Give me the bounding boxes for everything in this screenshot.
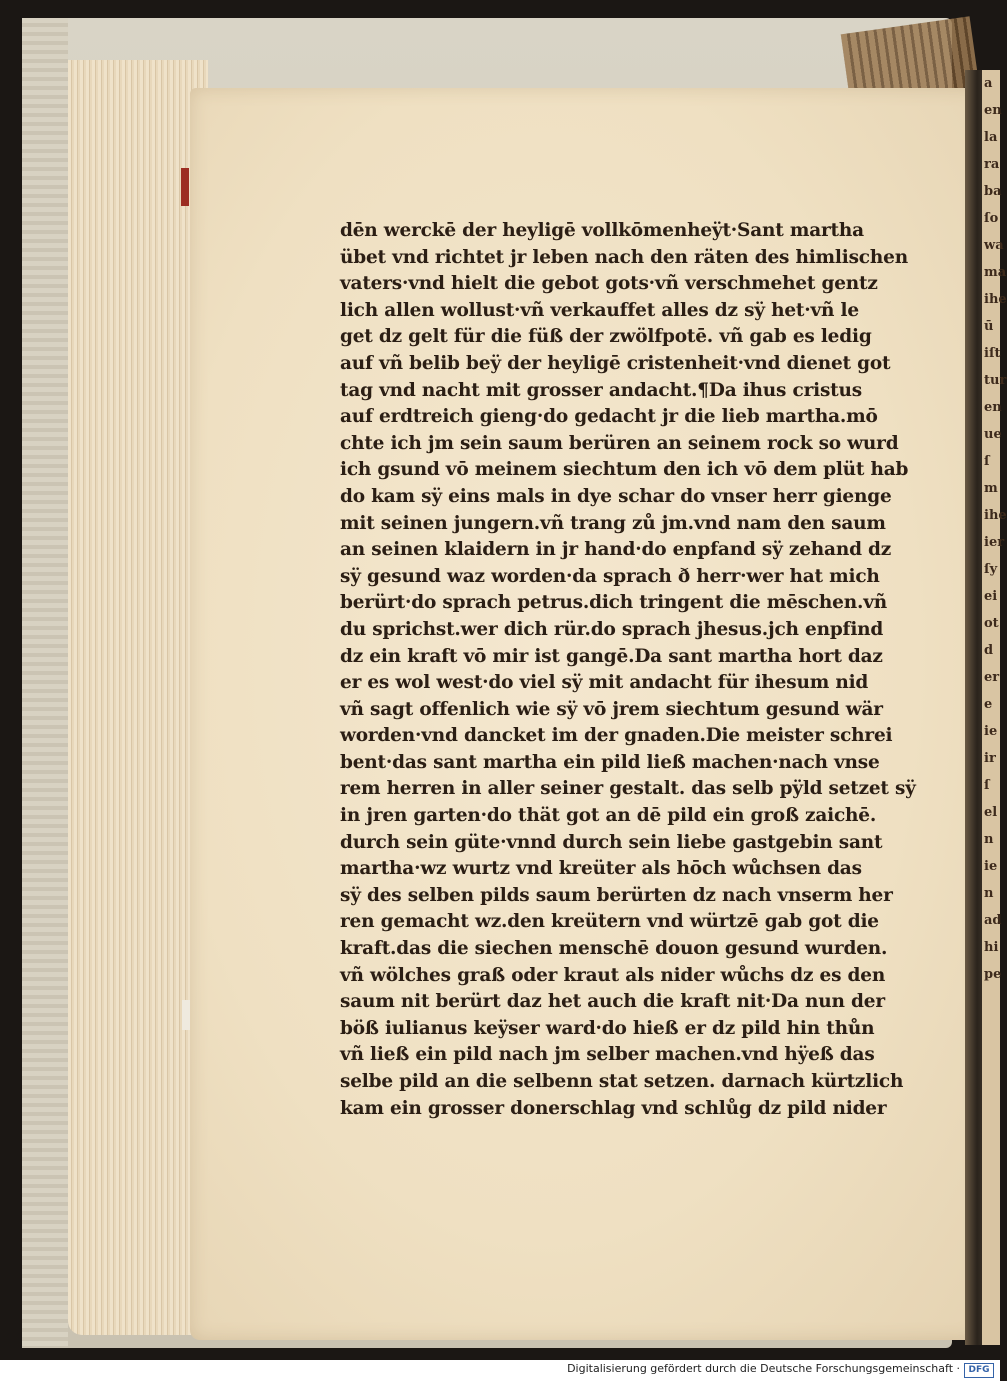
text-line: an seinen klaidern in jr hand·do enpfand sÿ zehand dz [340, 539, 892, 561]
text-line: bent·das sant martha ein pild ließ machen·nach vnse [340, 751, 880, 773]
next-page-fragment: ſ [984, 778, 990, 793]
next-page-fragment: ū [984, 319, 994, 334]
right-page-edge [982, 70, 1007, 1345]
text-line: übet vnd richtet jr leben nach den räten des himlischen [340, 246, 908, 268]
next-page-fragment: ie [984, 724, 998, 739]
next-page-fragment: el [984, 805, 998, 820]
text-line: kraft.das die siechen menschē douon gesund wurden. [340, 938, 888, 960]
bookmark-ribbon [181, 168, 189, 206]
text-line: du sprichst.wer dich rür.do sprach jhesus.jch enpfind [340, 618, 884, 640]
text-line: lich allen wollust·vñ verkauffet alles dz sÿ het·vñ le [340, 299, 859, 321]
text-line: auf erdtreich gieng·do gedacht jr die lieb martha.mō [340, 406, 878, 428]
text-line: kam ein grosser donerschlag vnd schlůg dz pild nider [340, 1097, 887, 1119]
text-line: dz ein kraft vō mir ist gangē.Da sant martha hort daz [340, 645, 883, 667]
next-page-fragment: ier [984, 535, 1005, 550]
text-line: worden·vnd dancket im der gnaden.Die meister schrei [340, 725, 893, 747]
text-line: get dz gelt für die füß der zwölfpotē. vñ gab es ledig [340, 326, 872, 348]
next-page-fragment: ra [984, 157, 1000, 172]
text-line: vñ sagt offenlich wie sÿ vō jrem siechtum gesund wär [340, 698, 883, 720]
next-page-fragment: ma [984, 265, 1007, 280]
next-page-fragment: pe [984, 967, 1002, 982]
text-line: in jren garten·do thät got an dē pild ein groß zaichē. [340, 805, 877, 827]
text-line: sÿ gesund waz worden·da sprach ð herr·wer hat mich [340, 565, 880, 587]
funding-credit: Digitalisierung gefördert durch die Deutsche Forschungsgemeinschaft · [567, 1362, 960, 1375]
next-page-fragment: tur [984, 373, 1007, 388]
next-page-fragment: ot [984, 616, 999, 631]
text-line: vñ wölches graß oder kraut als nider wůchs dz es den [340, 964, 886, 986]
next-page-fragment: ſo [984, 211, 999, 226]
next-page-fragment: a [984, 76, 993, 91]
next-page-fragment: e [984, 697, 993, 712]
next-page-fragment: ba [984, 184, 1002, 199]
text-line: selbe pild an die selbenn stat setzen. darnach kürtzlich [340, 1071, 904, 1092]
text-line: martha·wz wurtz vnd kreüter als hōch wůchsen das [340, 858, 862, 880]
text-line: dēn werckē der heyligē vollkōmenheÿt·Sant martha [340, 220, 864, 241]
next-page-fragment: ihe [984, 508, 1007, 523]
next-page-fragment: wa [984, 238, 1004, 253]
next-page-fragment: n [984, 886, 994, 901]
text-line: er es wol west·do viel sÿ mit andacht für ihesum nid [340, 672, 869, 694]
next-page-fragment: en [984, 400, 1002, 415]
cover-edge [22, 18, 68, 1348]
next-page-fragment: m [984, 481, 998, 496]
text-line: do kam sÿ eins mals in dye schar do vnser herr gienge [340, 485, 892, 507]
next-page-fragment: ue [984, 427, 1002, 442]
next-page-fragment: iſt [984, 346, 1001, 361]
footer-bar [0, 1360, 1000, 1381]
text-line: ren gemacht wz.den kreütern vnd würtzē gab got die [340, 911, 879, 933]
text-line: vñ ließ ein pild nach jm selber machen.vnd hÿeß das [340, 1044, 875, 1066]
next-page-fragment: er [984, 670, 1000, 685]
page-stack [68, 60, 208, 1335]
next-page-fragment: hi [984, 940, 999, 955]
text-line: auf vñ belib beÿ der heyligē cristenheit·vnd dienet got [340, 352, 891, 374]
next-page-fragment: ad [984, 913, 1002, 928]
next-page-fragment: la [984, 130, 998, 145]
next-page-fragment: d [984, 643, 994, 658]
text-line: tag vnd nacht mit grosser andacht.¶Da ihus cristus [340, 379, 862, 401]
next-page-fragment: ihe [984, 292, 1007, 307]
text-line: sÿ des selben pilds saum berürten dz nach vnserm her [340, 884, 893, 906]
dfg-logo: DFG [964, 1363, 994, 1378]
next-page-fragment: ſ [984, 454, 990, 469]
text-line: vaters·vnd hielt die gebot gots·vñ verschmehet gentz [340, 273, 878, 295]
next-page-fragment: n [984, 832, 994, 847]
text-line: chte ich jm sein saum berüren an seinem rock so wurd [340, 432, 899, 454]
text-line: saum nit berürt daz het auch die kraft nit·Da nun der [340, 991, 885, 1013]
next-page-fragment: ſy [984, 562, 998, 577]
text-line: durch sein güte·vnnd durch sein liebe gastgebin sant [340, 831, 883, 853]
text-line: berürt·do sprach petrus.dich tringent die mēschen.vñ [340, 592, 888, 614]
text-line: ich gsund vō meinem siechtum den ich vō dem plüt hab [340, 459, 909, 481]
next-page-fragment: ei [984, 589, 998, 604]
text-line: böß iulianus keÿser ward·do hieß er dz pild hin thůn [340, 1017, 875, 1039]
next-page-fragment: ie [984, 859, 998, 874]
next-page-fragment: en [984, 103, 1002, 118]
page-text-block [340, 218, 915, 1122]
text-line: mit seinen jungern.vñ trang zů jm.vnd nam den saum [340, 512, 886, 534]
next-page-fragment: ir [984, 751, 996, 766]
text-line: rem herren in aller seiner gestalt. das selb pÿld setzet sÿ [340, 778, 916, 800]
